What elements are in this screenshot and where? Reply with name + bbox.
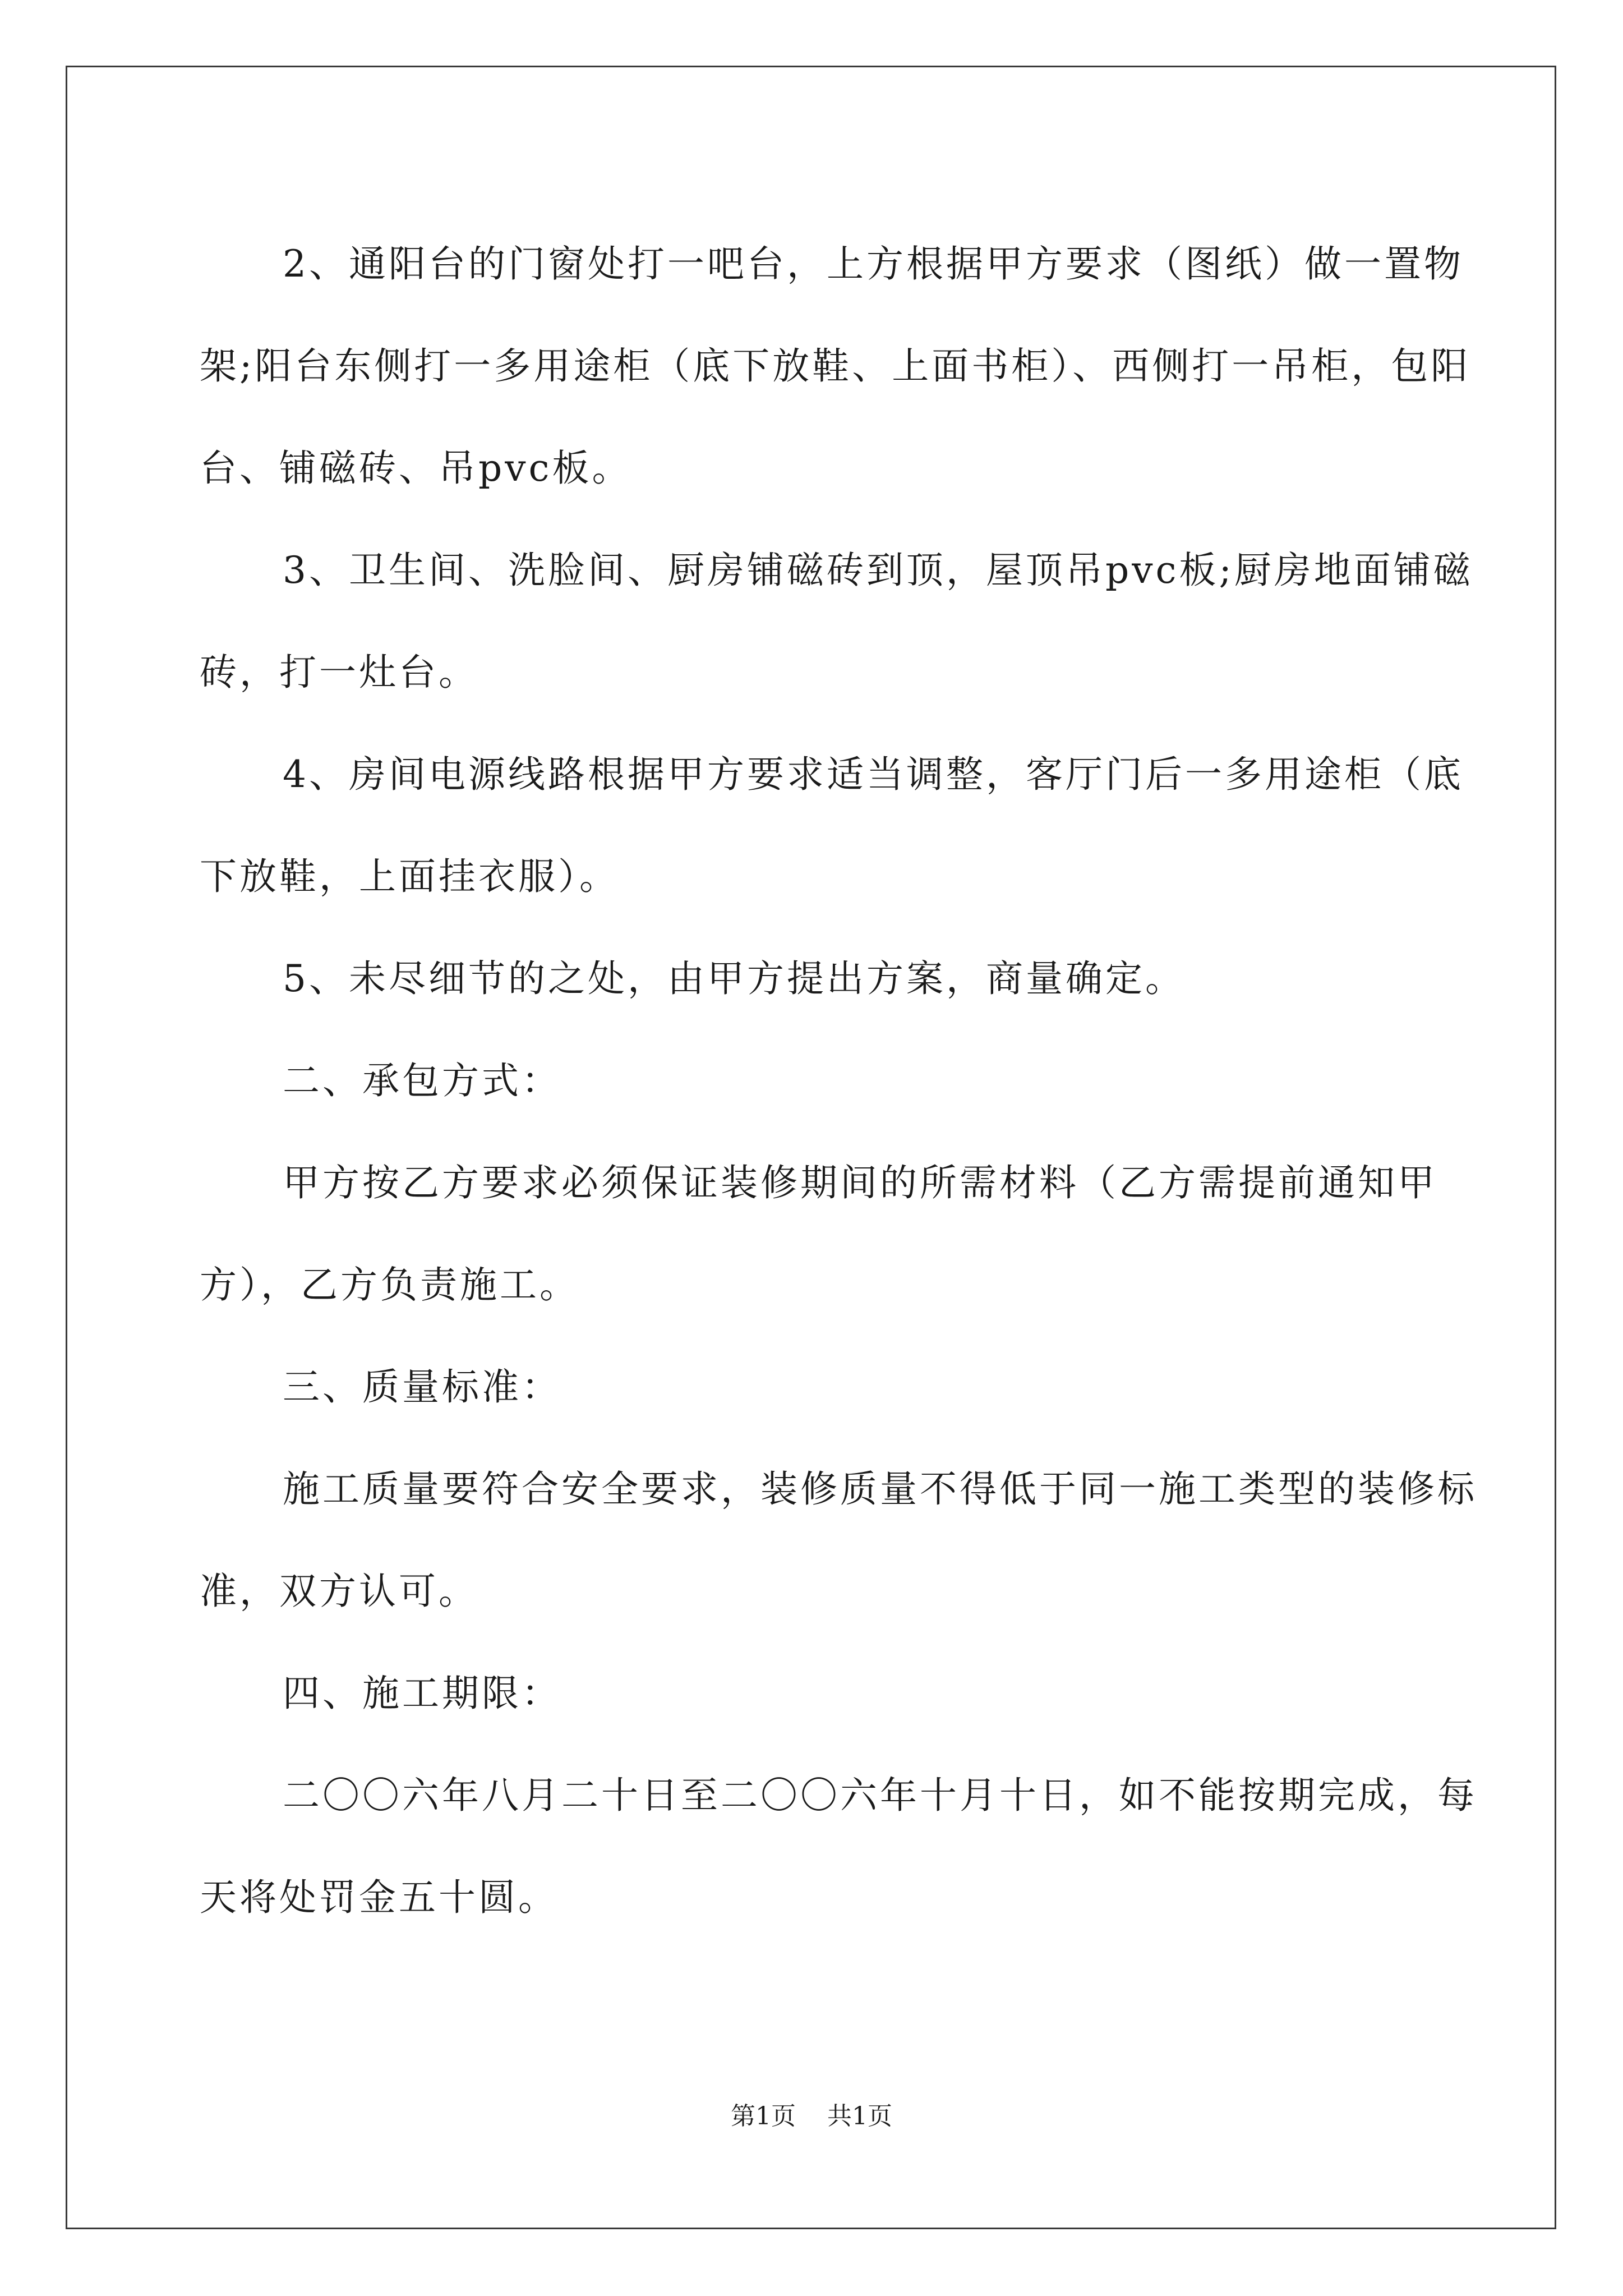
- section-heading-quality: 三、质量标准：: [283, 1365, 561, 1409]
- page-number: 第1页: [731, 2102, 796, 2131]
- paragraph-contract-method: 甲方按乙方要求必须保证装修期间的所需材料（乙方需提前通知甲方），乙方负责施工。: [200, 1161, 1437, 1306]
- document-body: [200, 213, 1484, 1949]
- section-heading-period: 四、施工期限：: [283, 1672, 561, 1715]
- paragraph-period: 二〇〇六年八月二十日至二〇〇六年十月十日，如不能按期完成，每天将处罚金五十圆。: [200, 1774, 1477, 1919]
- paragraph-item-4: 4、房间电源线路根据甲方要求适当调整，客厅门后一多用途柜（底下放鞋，上面挂衣服）。: [200, 753, 1464, 898]
- paragraph-item-3: 3、卫生间、洗脸间、厨房铺磁砖到顶，屋顶吊pvc板;厨房地面铺磁砖，打一灶台。: [200, 549, 1473, 694]
- page-total: 共1页: [827, 2102, 892, 2131]
- paragraph-quality: 施工质量要符合安全要求，装修质量不得低于同一施工类型的装修标准，双方认可。: [200, 1467, 1477, 1613]
- section-heading-contract-method: 二、承包方式：: [283, 1059, 561, 1102]
- page-footer: [0, 2096, 1623, 2132]
- paragraph-item-2: 2、通阳台的门窗处打一吧台，上方根据甲方要求（图纸）做一置物架;阳台东侧打一多用途柜（底下放鞋、上面书柜）、西侧打一吊柜，包阳台、铺磁砖、吊pvc板。: [200, 242, 1471, 490]
- paragraph-item-5: 5、未尽细节的之处，由甲方提出方案，商量确定。: [283, 957, 1185, 1000]
